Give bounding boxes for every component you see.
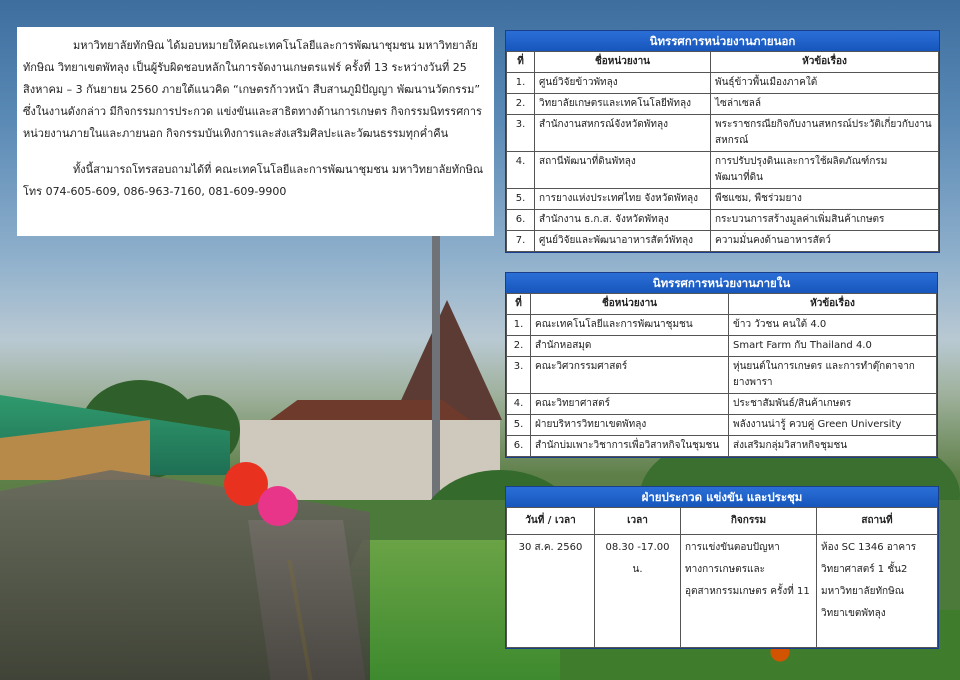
row-date: 30 ส.ค. 2560 [507, 535, 595, 648]
row-agency: วิทยาลัยเกษตรและเทคโนโลยีพัทลุง [535, 94, 711, 115]
table-row [507, 189, 939, 210]
row-topic: Smart Farm กับ Thailand 4.0 [729, 336, 937, 357]
row-agency: คณะวิศวกรรมศาสตร์ [531, 357, 729, 394]
competition-title: ฝ่ายประกวด แข่งขัน และประชุม [506, 487, 938, 507]
row-no: 1. [507, 73, 535, 94]
table-row [507, 115, 939, 152]
row-topic: พืชแซม, พืชร่วมยาง [711, 189, 939, 210]
competition-table [506, 507, 938, 648]
table-row [507, 336, 937, 357]
row-no: 3. [507, 357, 531, 394]
row-no: 2. [507, 94, 535, 115]
header-venue: สถานที่ [817, 508, 938, 535]
row-agency: สำนักหอสมุด [531, 336, 729, 357]
row-no: 3. [507, 115, 535, 152]
row-no: 5. [507, 189, 535, 210]
row-activity: การแข่งขันตอบปัญหาทางการเกษตรและอุตสาหกรรมเกษตร ครั้งที่ 11 [681, 535, 817, 648]
table-row [507, 231, 939, 252]
row-topic: การปรับปรุงดินและการใช้ผลิตภัณฑ์กรมพัฒนาที่ดิน [711, 152, 939, 189]
table-row [507, 210, 939, 231]
table-row [507, 415, 937, 436]
internal-exhibition-title: นิทรรศการหน่วยงานภายใน [506, 273, 937, 293]
row-agency: การยางแห่งประเทศไทย จังหวัดพัทลุง [535, 189, 711, 210]
header-activity: กิจกรรม [681, 508, 817, 535]
row-no: 4. [507, 394, 531, 415]
row-no: 5. [507, 415, 531, 436]
header-no: ที่ [507, 52, 535, 73]
row-agency: ศูนย์วิจัยและพัฒนาอาหารสัตว์พัทลุง [535, 231, 711, 252]
external-exhibition-title: นิทรรศการหน่วยงานภายนอก [506, 31, 939, 51]
table-row [507, 152, 939, 189]
row-agency: สถานีพัฒนาที่ดินพัทลุง [535, 152, 711, 189]
row-topic: ส่งเสริมกลุ่มวิสาหกิจชุมชน [729, 436, 937, 457]
header-agency: ชื่อหน่วยงาน [531, 294, 729, 315]
row-no: 7. [507, 231, 535, 252]
table-row [507, 394, 937, 415]
contact-paragraph: ทั้งนี้สามารถโทรสอบถามได้ที่ คณะเทคโนโลยีและการพัฒนาชุมชน มหาวิทยาลัยทักษิณ โทร 074-605-609, 086-963-7160, 081-609-9900 [23, 163, 484, 198]
table-header-row [507, 294, 937, 315]
internal-exhibition-table [506, 293, 937, 457]
row-no: 4. [507, 152, 535, 189]
row-no: 1. [507, 315, 531, 336]
row-topic: ไซล่าเซลล์ [711, 94, 939, 115]
table-header-row [507, 52, 939, 73]
row-agency: ศูนย์วิจัยข้าวพัทลุง [535, 73, 711, 94]
internal-exhibition-panel [505, 272, 938, 458]
header-date: วันที่ / เวลา [507, 508, 595, 535]
row-topic: ความมั่นคงด้านอาหารสัตว์ [711, 231, 939, 252]
row-topic: ประชาสัมพันธ์/สินค้าเกษตร [729, 394, 937, 415]
row-agency: ฝ่ายบริหารวิทยาเขตพัทลุง [531, 415, 729, 436]
row-agency: สำนักงานสหกรณ์จังหวัดพัทลุง [535, 115, 711, 152]
header-time: เวลา [595, 508, 681, 535]
competition-panel [505, 486, 939, 649]
intro-paragraph: มหาวิทยาลัยทักษิณ ได้มอบหมายให้คณะเทคโนโลยีและการพัฒนาชุมชน มหาวิทยาลัยทักษิณ วิทยาเขตพัทลุง เป็นผู้รับผิดชอบหลักในการจัดงานเกษตรแฟร์ ครั้งที่ 13 ระหว่างวันที่ 25 สิงหาคม – 3 กันยายน 2560 ภายใต้แนวคิด “เกษตรก้าวหน้า สืบสานภูมิปัญญา พัฒนานวัตกรรม” ซึ่งในงานดังกล่าว มีกิจกรรมการประกวด แข่งขันและสาธิตทางด้านการเกษตร กิจกรรมนิทรรศการหน่วยงานภายในและภายนอก กิจกรรมบันเทิงการและส่งเสริมศิลปะและวัฒนธรรมทุกค่ำคืน [23, 39, 482, 140]
row-topic: หุ่นยนต์ในการเกษตร และการทำตุ๊กตาจากยางพารา [729, 357, 937, 394]
table-header-row [507, 508, 938, 535]
row-no: 6. [507, 436, 531, 457]
header-topic: หัวข้อเรื่อง [729, 294, 937, 315]
row-agency: สำนักบ่มเพาะวิชาการเพื่อวิสาหกิจในชุมชน [531, 436, 729, 457]
external-exhibition-panel [505, 30, 940, 253]
row-topic: พันธุ์ข้าวพื้นเมืองภาคใต้ [711, 73, 939, 94]
table-row [507, 94, 939, 115]
header-no: ที่ [507, 294, 531, 315]
row-venue: ห้อง SC 1346 อาคารวิทยาศาสตร์ 1 ชั้น2 มหาวิทยาลัยทักษิณ วิทยาเขตพัทลุง [817, 535, 938, 648]
intro-text-box [17, 27, 494, 236]
external-exhibition-table [506, 51, 939, 252]
table-row [507, 315, 937, 336]
row-topic: พระราชกรณียกิจกับงานสหกรณ์ประวัติเกี่ยวกับงานสหกรณ์ [711, 115, 939, 152]
header-topic: หัวข้อเรื่อง [711, 52, 939, 73]
row-no: 2. [507, 336, 531, 357]
row-topic: ข้าว วัวชน คนใต้ 4.0 [729, 315, 937, 336]
table-row [507, 73, 939, 94]
table-row [507, 357, 937, 394]
row-time: 08.30 -17.00 น. [595, 535, 681, 648]
header-agency: ชื่อหน่วยงาน [535, 52, 711, 73]
row-agency: สำนักงาน ธ.ก.ส. จังหวัดพัทลุง [535, 210, 711, 231]
table-row [507, 535, 938, 648]
row-agency: คณะวิทยาศาสตร์ [531, 394, 729, 415]
table-row [507, 436, 937, 457]
row-no: 6. [507, 210, 535, 231]
row-agency: คณะเทคโนโลยีและการพัฒนาชุมชน [531, 315, 729, 336]
row-topic: กระบวนการสร้างมูลค่าเพิ่มสินค้าเกษตร [711, 210, 939, 231]
row-topic: พลังงานน่ารู้ ควบคู่ Green University [729, 415, 937, 436]
